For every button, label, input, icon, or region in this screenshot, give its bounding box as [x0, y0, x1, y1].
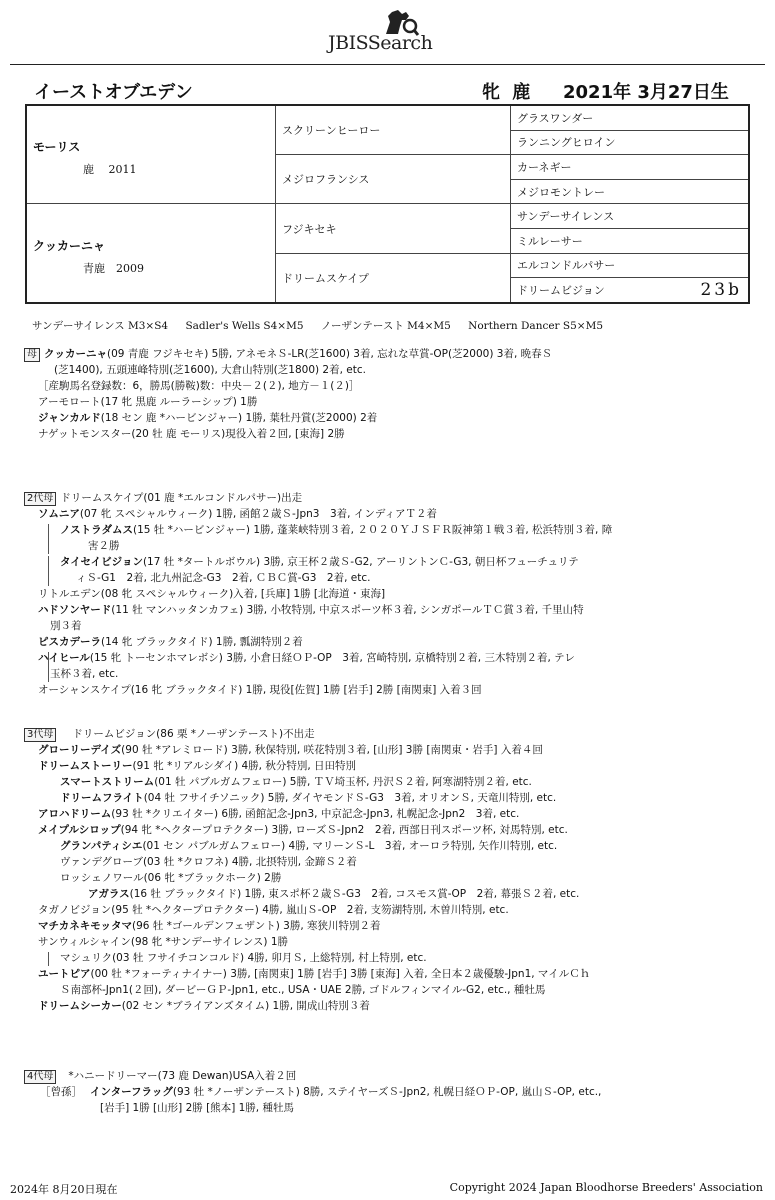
inbreeding-item: Northern Dancer S5×M5 — [468, 320, 604, 332]
record-text: Ｓ南部杯-Jpn1(２回), ダービーＧＰ-Jpn1, etc., USA・UAE 2勝, ゴドルフィンマイル-G2, etc., 種牡馬 — [60, 984, 546, 996]
record-text: ヴァンデグローブ(03 牡 *クロフネ) 4勝, 北摂特別, 金蹄Ｓ２着 — [60, 856, 357, 868]
record-text: (芝1400), 五頭連峰特別(芝1600), 大倉山特別(芝1800) 2着, etc. — [54, 364, 366, 376]
record-text: 玉杯３着, etc. — [50, 668, 119, 680]
horse-link[interactable]: スマートストリーム — [60, 776, 155, 788]
indent-bar — [48, 652, 49, 682]
horse-birth-date: 2021年 3月27日生 — [563, 82, 729, 103]
record-text: (90 牡 *アレミロード) 3勝, 秋保特別, 咲花特別３着, [山形] 3勝 [南関東・岩手] 入着４回 — [121, 744, 543, 756]
pedigree-line — [0, 822, 775, 838]
horse-link[interactable]: ピスカデーラ — [38, 636, 101, 648]
record-text: *ハニードリーマー(73 鹿 Dewan)USA入着２回 — [68, 1070, 297, 1082]
indent-bar — [48, 556, 49, 586]
horse-link[interactable]: タイセイビジョン — [60, 556, 143, 568]
pedigree-line — [0, 806, 775, 822]
sire-sire-cell[interactable]: スクリーンヒーロー — [276, 105, 511, 155]
horse-link[interactable]: ジャンカルド — [38, 412, 101, 424]
relation-prefix: ［曾孫］ — [40, 1086, 82, 1098]
sire-cell[interactable] — [26, 105, 276, 204]
horse-link[interactable]: クッカーニャ — [44, 348, 107, 360]
record-text: (93 牡 *ノーザンテースト) 8勝, ステイヤーズＳ-Jpn2, 札幌日経ＯＰ-OP, 嵐山Ｓ-OP, etc., — [172, 1086, 602, 1098]
pedigree-line — [0, 586, 775, 602]
pedigree-line — [0, 362, 775, 378]
horse-sex-color: 牝 鹿 — [482, 82, 531, 103]
horse-link[interactable]: ハドソンヤード — [38, 604, 112, 616]
record-text: (07 牝 スペシャルウィーク) 1勝, 函館２歳Ｓ-Jpn3 3着, インディアＴ２着 — [79, 508, 437, 520]
record-text: ドリームビジョン(86 栗 *ノーザンテースト)不出走 — [72, 728, 315, 740]
pedigree-line — [0, 410, 775, 426]
pedigree-line — [0, 790, 775, 806]
record-text: [岩手] 1勝 [山形] 2勝 [熊本] 1勝, 種牡馬 — [100, 1102, 294, 1114]
pedigree-line — [0, 426, 775, 442]
pedigree-line — [0, 1084, 775, 1100]
indent-bar — [48, 524, 49, 554]
pedigree-line — [0, 774, 775, 790]
dam-name: クッカーニャ — [33, 238, 106, 253]
record-text: リトルエデン(08 牝 スペシャルウィーク)入着, [兵庫] 1勝 [北海道・東海] — [38, 588, 386, 600]
record-text: (01 セン パブルガムフェロー) 4勝, マリーンＳ-L 3着, オーロラ特別, 矢作川特別, etc. — [142, 840, 558, 852]
dam-cell[interactable] — [26, 204, 276, 303]
footer-copyright: Copyright 2024 Japan Bloodhorse Breeders' Association — [449, 1181, 763, 1194]
inbreeding-item: Sadler's Wells S4×M5 — [185, 320, 304, 332]
record-text: マシュリク(03 牡 フサイチコンコルド) 4勝, 卯月Ｓ, 上総特別, 村上特別, etc. — [60, 952, 427, 964]
record-text: オーシャンスケイプ(16 牝 ブラックタイド) 1勝, 現役[佐賀] 1勝 [岩手] 2勝 [南関東] 入着３回 — [38, 684, 482, 696]
record-text: ［産駒馬名登録数：6，勝馬(勝鞍)数：中央－２(２), 地方－１(２)］ — [38, 380, 360, 392]
horse-link[interactable]: ソムニア — [38, 508, 80, 520]
horse-link[interactable]: グランパティシエ — [60, 840, 143, 852]
record-text: 別３着 — [50, 620, 82, 632]
g3-cell[interactable]: ランニングヒロイン — [511, 130, 750, 155]
record-text: 害２勝 — [88, 540, 120, 552]
record-text: ナゲットモンスター(20 牡 鹿 モーリス)現役入着２回, [東海] 2勝 — [38, 428, 345, 440]
pedigree-table — [25, 104, 750, 304]
third-dam-section — [0, 726, 775, 1014]
section-tag: 2代母 — [24, 492, 56, 506]
record-text: (02 セン *ブライアンズタイム) 1勝, 開成山特別３着 — [121, 1000, 370, 1012]
pedigree-line — [0, 950, 775, 966]
horse-name: イーストオブエデン — [34, 82, 193, 103]
horse-link[interactable]: ドリームストーリー — [38, 760, 133, 772]
pedigree-line — [0, 506, 775, 522]
record-text: (09 青鹿 フジキセキ) 5勝, アネモネＳ-LR(芝1600) 3着, 忘れな草賞-OP(芝2000) 3着, 晩春Ｓ — [107, 348, 553, 360]
horse-link[interactable]: メイプルシロップ — [38, 824, 121, 836]
footer-date: 2024年 8月20日現在 — [10, 1183, 118, 1196]
section-tag: 4代母 — [24, 1070, 56, 1084]
horse-link[interactable]: ノストラダムス — [60, 524, 133, 536]
inbreeding-line — [32, 318, 617, 333]
horse-link[interactable]: ドリームシーカー — [38, 1000, 122, 1012]
pedigree-line — [0, 682, 775, 698]
record-text: (96 牡 *ゴールデンフェザント) 3勝, 寒狭川特別２着 — [131, 920, 381, 932]
indent-bar — [48, 952, 49, 966]
sire-name: モーリス — [33, 140, 81, 155]
record-text: (01 牡 パブルガムフェロー) 5勝, ＴＶ埼玉杯, 丹沢Ｓ２着, 阿寒湖特別２着, etc. — [154, 776, 532, 788]
record-text: ドリームスケイプ(01 鹿 *エルコンドルパサー)出走 — [60, 492, 303, 504]
fourth-dam-section — [0, 1068, 775, 1116]
g3-cell[interactable]: メジロモントレー — [511, 179, 750, 204]
pedigree-line — [0, 886, 775, 902]
record-text: ィＳ-G1 2着, 北九州記念-G3 2着, ＣＢＣ賞-G3 2着, etc. — [76, 572, 371, 584]
pedigree-line — [0, 902, 775, 918]
header-divider — [10, 64, 765, 65]
section-tag: 3代母 — [24, 728, 56, 742]
record-text: (91 牝 *リアルシダイ) 4勝, 秋分特別, 日田特別 — [132, 760, 357, 772]
section-tag: 母 — [24, 348, 40, 362]
record-text: (15 牝 トーセンホマレボシ) 3勝, 小倉日経ＯＰ-OP 3着, 宮崎特別, 京橋特別２着, 三木特別２着, テレ — [89, 652, 575, 664]
pedigree-line — [0, 758, 775, 774]
pedigree-line — [0, 1100, 775, 1116]
record-text: (93 牡 *クリエイター) 6勝, 函館記念-Jpn3, 中京記念-Jpn3, 札幌記念-Jpn2 3着, etc. — [111, 808, 520, 820]
pedigree-line — [0, 918, 775, 934]
dam-dam-cell[interactable]: ドリームスケイプ — [276, 253, 511, 303]
inbreeding-item: サンデーサイレンス M3×S4 — [32, 320, 169, 332]
horse-link[interactable]: マチカネキモッタマ — [38, 920, 132, 932]
record-text: アーモロート(17 牝 黒鹿 ルーラーシップ) 1勝 — [38, 396, 258, 408]
pedigree-line — [0, 522, 775, 538]
pedigree-line — [0, 982, 775, 998]
record-text: (17 牡 *タートルボウル) 3勝, 京王杯２歳Ｓ-G2, アーリントンＣ-G3, 朝日杯フューチュリテ — [142, 556, 579, 568]
pedigree-line — [0, 650, 775, 666]
record-text: タガノビジョン(95 牡 *ヘクタープロテクター) 4勝, 嵐山Ｓ-OP 2着, 支笏湖特別, 木曽川特別, etc. — [38, 904, 509, 916]
pedigree-line — [0, 742, 775, 758]
record-text: サンウィルシャイン(98 牝 *サンデーサイレンス) 1勝 — [38, 936, 289, 948]
g3-cell-last[interactable] — [511, 278, 750, 303]
record-text: (11 牡 マンハッタンカフェ) 3勝, 小牧特別, 中京スポーツ杯３着, シンガポールＴＣ賞３着, 千里山特 — [111, 604, 584, 616]
pedigree-line — [0, 666, 775, 682]
dam-section — [0, 346, 775, 442]
record-text: (16 牡 ブラックタイド) 1勝, 東スポ杯２歳Ｓ-G3 2着, コスモス賞-OP 2着, 幕張Ｓ２着, etc. — [129, 888, 580, 900]
pedigree-line — [0, 618, 775, 634]
pedigree-line — [0, 346, 775, 362]
pedigree-line — [0, 570, 775, 586]
inbreeding-item: ノーザンテースト M4×M5 — [320, 320, 451, 332]
g3-cell[interactable]: エルコンドルパサー — [511, 253, 750, 278]
horse-link[interactable]: アロハドリーム — [38, 808, 112, 820]
horse-link[interactable]: インターフラッグ — [90, 1086, 173, 1098]
pedigree-line — [0, 490, 775, 506]
family-code: 23b — [700, 280, 742, 301]
dam-info: 青鹿 2009 — [83, 261, 144, 275]
horse-link[interactable]: ハイヒール — [38, 652, 90, 664]
g3-cell[interactable]: グラスワンダー — [511, 105, 750, 130]
sire-info: 鹿 2011 — [83, 163, 137, 177]
record-text: ロッシェノワール(06 牝 *ブラックホーク) 2勝 — [60, 872, 282, 884]
pedigree-line — [0, 726, 775, 742]
pedigree-line — [0, 538, 775, 554]
pedigree-line — [0, 634, 775, 650]
horse-link[interactable]: グローリーデイズ — [38, 744, 122, 756]
horse-link[interactable]: ユートピア — [38, 968, 91, 980]
second-dam-section — [0, 490, 775, 698]
record-text: (14 牝 ブラックタイド) 1勝, 瓢湖特別２着 — [101, 636, 303, 648]
record-text: (15 牡 *ハービンジャー) 1勝, 蓬莱峡特別３着, ２０２０ＹＪＳＦＲ阪神第１戦３着, 松浜特別３着, 障 — [132, 524, 613, 536]
record-text: (00 牡 *フォーティナイナー) 3勝, [南関東] 1勝 [岩手] 3勝 [東海] 入着, 全日本２歳優駿-Jpn1, マイルＣｈ — [90, 968, 591, 980]
record-text: (18 セン 鹿 *ハービンジャー) 1勝, 葉牡丹賞(芝2000) 2着 — [100, 412, 378, 424]
pedigree-line — [0, 602, 775, 618]
g3-name: ドリームビジョン — [517, 284, 605, 298]
pedigree-line — [0, 934, 775, 950]
pedigree-line — [0, 554, 775, 570]
jbis-search-logo — [326, 6, 466, 56]
dam-sire-cell[interactable]: フジキセキ — [276, 204, 511, 253]
g3-cell[interactable]: カーネギー — [511, 155, 750, 180]
pedigree-line — [0, 870, 775, 886]
pedigree-line — [0, 998, 775, 1014]
logo-text: JBISSearch — [328, 32, 433, 54]
pedigree-line — [0, 838, 775, 854]
pedigree-line — [0, 1068, 775, 1084]
g3-cell[interactable]: ミルレーサー — [511, 229, 750, 254]
pedigree-line — [0, 966, 775, 982]
pedigree-line — [0, 394, 775, 410]
horse-link[interactable]: ドリームフライト — [60, 792, 144, 804]
g3-cell[interactable]: サンデーサイレンス — [511, 204, 750, 229]
horse-link[interactable]: アガラス — [88, 888, 130, 900]
pedigree-line — [0, 854, 775, 870]
record-text: (04 牡 フサイチソニック) 5勝, ダイヤモンドＳ-G3 3着, オリオンＳ, 天竜川特別, etc. — [143, 792, 557, 804]
sire-dam-cell[interactable]: メジロフランシス — [276, 155, 511, 204]
record-text: (94 牝 *ヘクタープロテクター) 3勝, ローズＳ-Jpn2 2着, 西部日刊スポーツ杯, 対馬特別, etc. — [120, 824, 568, 836]
pedigree-line — [0, 378, 775, 394]
